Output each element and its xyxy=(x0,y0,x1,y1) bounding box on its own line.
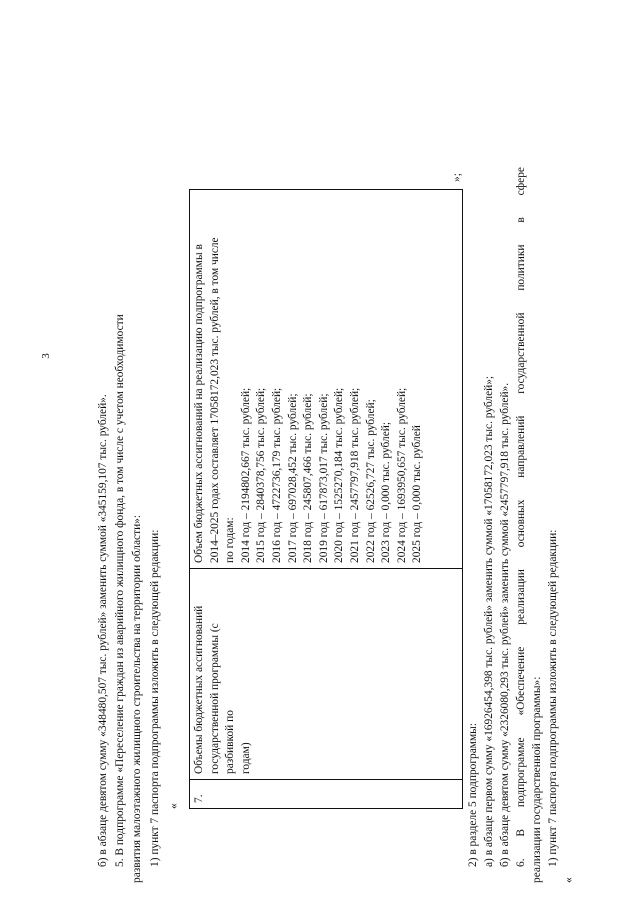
bottom-paragraph-4: 6. В подпрограмме «Обеспечение реализации основных направлений государственной политики в сфере xyxy=(515,167,527,867)
top-paragraph-1: б) в абзаце девятом сумму «348480,507 тыс. рублей» заменить суммой «345159,107 тыс. рублей». xyxy=(97,394,109,867)
year-amount: 2025 год – 0,000 тыс. рублей xyxy=(411,425,424,563)
row-name-line: Объемы бюджетных ассигнований xyxy=(193,605,205,774)
year-amount: 2019 год – 617873,017 тыс. рублей; xyxy=(317,393,330,563)
year-amount: 2022 год – 62526,727 тыс. рублей; xyxy=(364,399,377,563)
bottom-paragraph-6: 1) пункт 7 паспорта подпрограммы изложить в следующей редакции: xyxy=(547,529,559,867)
bottom-paragraph-1: 2) в разделе 5 подпрограммы: xyxy=(467,723,479,867)
open-quote-bottom: « xyxy=(563,877,575,883)
year-amount: 2017 год – 697028,452 тыс. рублей; xyxy=(286,393,299,563)
row-number: 7. xyxy=(190,780,463,809)
passport-table xyxy=(189,189,463,809)
open-quote: « xyxy=(168,803,180,809)
row-name xyxy=(190,569,463,780)
close-quote: »; xyxy=(451,173,463,182)
year-amount: 2018 год – 245807,466 тыс. рублей; xyxy=(302,393,315,563)
top-paragraph-2: 5. В подпрограмме «Переселение граждан из аварийного жилищного фонда, в том числе с учетом необходимости xyxy=(114,314,126,867)
top-paragraph-4: 1) пункт 7 паспорта подпрограммы изложить в следующей редакции: xyxy=(149,529,161,867)
row-name-line: годам) xyxy=(239,742,252,774)
row-value xyxy=(190,190,463,569)
table-row xyxy=(190,190,463,809)
funding-intro-line: Объем бюджетных ассигнований на реализацию подпрограммы в xyxy=(193,244,205,563)
funding-intro-line: 2014–2025 годах составляет 17058172,023 тыс. рублей, в том числе xyxy=(208,237,221,563)
page-number: 3 xyxy=(39,353,52,359)
bottom-paragraph-5: реализации государственной программы»: xyxy=(531,676,543,883)
top-paragraph-3: развития малоэтажного жилищного строительства на территории области»: xyxy=(131,514,143,883)
year-amount: 2015 год – 2840378,756 тыс. рублей; xyxy=(255,387,268,563)
year-amount: 2020 год – 1525270,184 тыс. рублей; xyxy=(333,387,346,563)
row-name-line: государственной программы (с разбивкой по xyxy=(208,623,237,774)
document-page xyxy=(92,163,575,883)
year-amount: 2023 год – 0,000 тыс. рублей; xyxy=(380,421,393,563)
year-amount: 2021 год – 2457797,918 тыс. рублей; xyxy=(348,387,361,563)
year-amount: 2014 год – 2194802,667 тыс. рублей; xyxy=(239,387,252,563)
year-amount: 2024 год – 1693950,657 тыс. рублей; xyxy=(395,387,408,563)
bottom-paragraph-2: а) в абзаце первом сумму «16926454,398 тыс. рублей» заменить суммой «17058172,023 тыс. рублей»; xyxy=(483,375,495,867)
bottom-paragraph-3: б) в абзаце девятом сумму «2326080,293 тыс. рублей» заменить суммой «2457797,918 тыс. рублей». xyxy=(499,382,511,867)
funding-intro-line: по годам: xyxy=(224,517,237,563)
year-amount: 2016 год – 4722736,179 тыс. рублей; xyxy=(270,387,283,563)
